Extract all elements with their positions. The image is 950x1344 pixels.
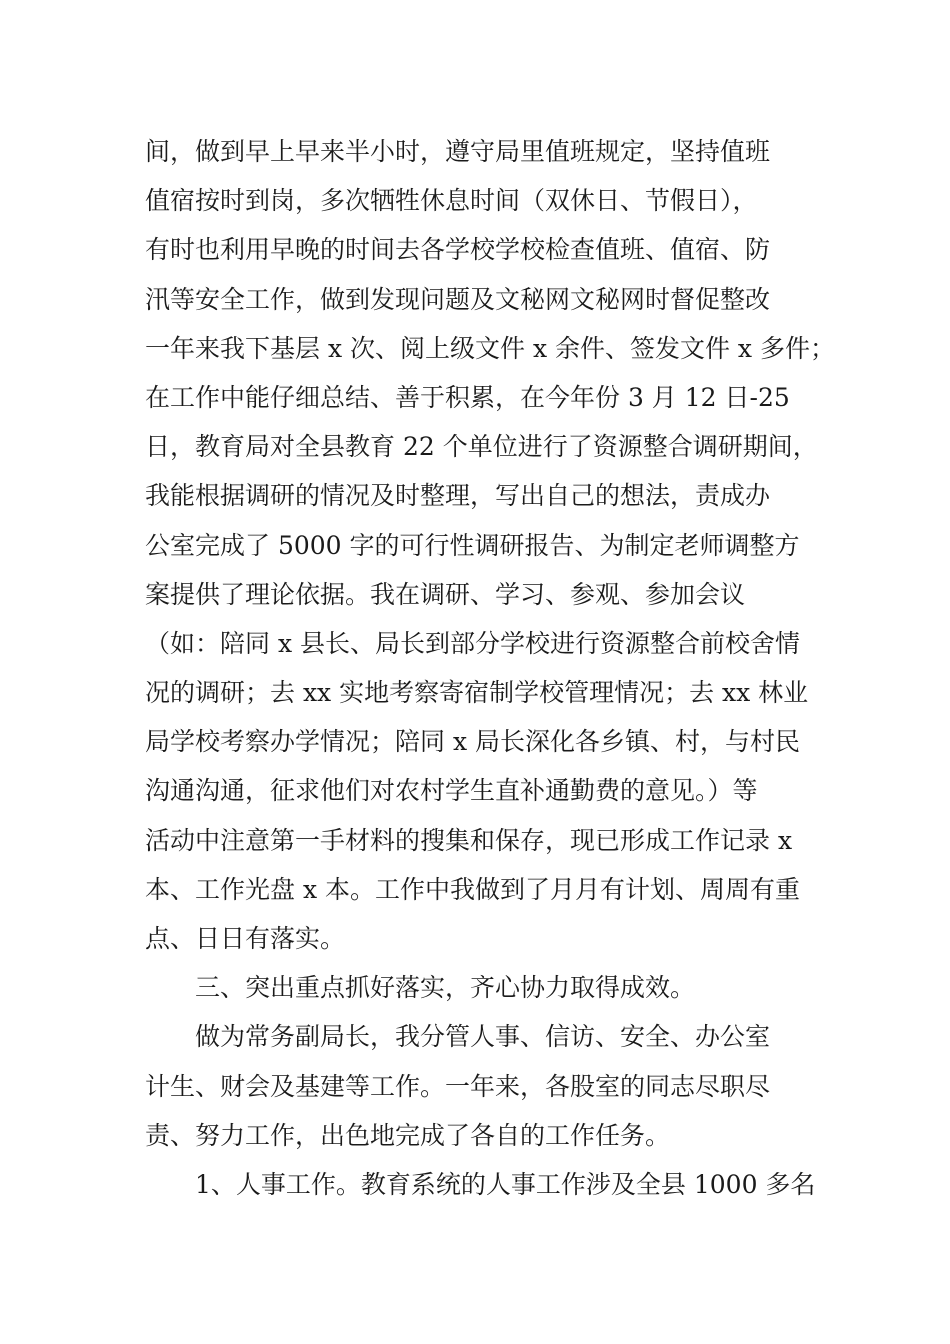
text-line: 沟通沟通，征求他们对农村学生直补通勤费的意见。）等 bbox=[145, 776, 758, 806]
text-line: 本、工作光盘 x 本。工作中我做到了月月有计划、周周有重 bbox=[145, 874, 800, 904]
text-line: 有时也利用早晚的时间去各学校学校检查值班、值宿、防 bbox=[145, 235, 771, 265]
text-line: 在工作中能仔细总结、善于积累，在今年份 3 月 12 日-25 bbox=[145, 382, 790, 412]
text-line: （如：陪同 x 县长、局长到部分学校进行资源整合前校舍情 bbox=[145, 628, 800, 658]
text-line: 况的调研；去 xx 实地考察寄宿制学校管理情况；去 xx 林业 bbox=[145, 678, 809, 708]
text-line: 我能根据调研的情况及时整理，写出自己的想法，责成办 bbox=[145, 481, 771, 511]
text-line: 责、努力工作，出色地完成了各自的工作任务。 bbox=[145, 1120, 671, 1150]
text-line: 活动中注意第一手材料的搜集和保存，现已形成工作记录 x bbox=[145, 825, 793, 855]
text-line: 日，教育局对全县教育 22 个单位进行了资源整合调研期间， bbox=[145, 432, 818, 462]
text-line: 计生、财会及基建等工作。一年来，各股室的同志尽职尽 bbox=[145, 1071, 771, 1101]
paragraph-start: 1、人事工作。教育系统的人事工作涉及全县 1000 多名 bbox=[195, 1169, 816, 1199]
text-line: 案提供了理论依据。我在调研、学习、参观、参加会议 bbox=[145, 579, 746, 609]
text-line: 汛等安全工作，做到发现问题及文秘网文秘网时督促整改 bbox=[145, 284, 771, 314]
text-line: 值宿按时到岗，多次牺牲休息时间（双休日、节假日）， bbox=[145, 186, 758, 216]
section-heading: 三、突出重点抓好落实，齐心协力取得成效。 bbox=[195, 973, 696, 1003]
text-line: 一年来我下基层 x 次、阅上级文件 x 余件、签发文件 x 多件； bbox=[145, 333, 835, 363]
text-line: 局学校考察办学情况；陪同 x 局长深化各乡镇、村，与村民 bbox=[145, 727, 800, 757]
document-body bbox=[145, 127, 835, 1209]
paragraph-start: 做为常务副局长，我分管人事、信访、安全、办公室 bbox=[195, 1022, 771, 1052]
text-line: 点、日日有落实。 bbox=[145, 924, 346, 953]
text-line: 公室完成了 5000 字的可行性调研报告、为制定老师调整方 bbox=[145, 530, 800, 560]
text-line: 间，做到早上早来半小时，遵守局里值班规定，坚持值班 bbox=[145, 137, 771, 166]
